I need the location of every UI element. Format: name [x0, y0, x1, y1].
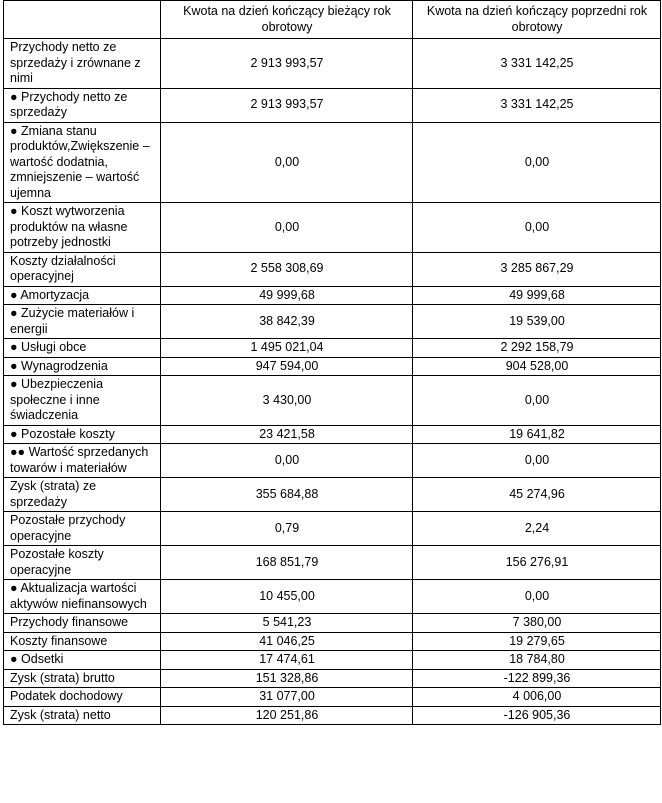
current-year-value: 168 851,79 [161, 546, 413, 580]
table-row [4, 376, 661, 426]
table-row [4, 39, 661, 89]
previous-year-value: -126 905,36 [413, 706, 661, 725]
row-label: Zysk (strata) brutto [4, 669, 161, 688]
table-row [4, 632, 661, 651]
header-previous-year: Kwota na dzień kończący poprzedni rok obrotowy [413, 1, 661, 39]
table-body [4, 39, 661, 725]
current-year-value: 0,00 [161, 444, 413, 478]
previous-year-value: 156 276,91 [413, 546, 661, 580]
table-row [4, 614, 661, 633]
row-label: ● Wynagrodzenia [4, 357, 161, 376]
current-year-value: 38 842,39 [161, 305, 413, 339]
row-label: Podatek dochodowy [4, 688, 161, 707]
table-row [4, 478, 661, 512]
row-label: Przychody finansowe [4, 614, 161, 633]
previous-year-value: 904 528,00 [413, 357, 661, 376]
table-row [4, 252, 661, 286]
previous-year-value: 49 999,68 [413, 286, 661, 305]
previous-year-value: 19 641,82 [413, 425, 661, 444]
current-year-value: 5 541,23 [161, 614, 413, 633]
current-year-value: 2 913 993,57 [161, 39, 413, 89]
row-label: ● Zmiana stanu produktów,Zwiększenie – wartość dodatnia, zmniejszenie – wartość ujemna [4, 122, 161, 203]
table-row [4, 651, 661, 670]
previous-year-value: 0,00 [413, 122, 661, 203]
row-label: ● Przychody netto ze sprzedaży [4, 88, 161, 122]
current-year-value: 947 594,00 [161, 357, 413, 376]
previous-year-value: 45 274,96 [413, 478, 661, 512]
current-year-value: 0,79 [161, 512, 413, 546]
header-label-cell [4, 1, 161, 39]
row-label: ● Aktualizacja wartości aktywów niefinansowych [4, 580, 161, 614]
current-year-value: 1 495 021,04 [161, 339, 413, 358]
header-current-year: Kwota na dzień kończący bieżący rok obrotowy [161, 1, 413, 39]
table-row [4, 339, 661, 358]
table-row [4, 122, 661, 203]
previous-year-value: 3 285 867,29 [413, 252, 661, 286]
current-year-value: 49 999,68 [161, 286, 413, 305]
current-year-value: 151 328,86 [161, 669, 413, 688]
current-year-value: 23 421,58 [161, 425, 413, 444]
row-label: Zysk (strata) ze sprzedaży [4, 478, 161, 512]
row-label: ● Koszt wytworzenia produktów na własne potrzeby jednostki [4, 203, 161, 253]
current-year-value: 17 474,61 [161, 651, 413, 670]
previous-year-value: 4 006,00 [413, 688, 661, 707]
current-year-value: 10 455,00 [161, 580, 413, 614]
row-label: ● Amortyzacja [4, 286, 161, 305]
table-header-row [4, 1, 661, 39]
table-row [4, 203, 661, 253]
table-row [4, 286, 661, 305]
row-label: Koszty finansowe [4, 632, 161, 651]
row-label: ● Odsetki [4, 651, 161, 670]
row-label: Koszty działalności operacyjnej [4, 252, 161, 286]
table-row [4, 546, 661, 580]
previous-year-value: 0,00 [413, 203, 661, 253]
row-label: ● Usługi obce [4, 339, 161, 358]
previous-year-value: 19 539,00 [413, 305, 661, 339]
previous-year-value: 3 331 142,25 [413, 88, 661, 122]
table-row [4, 444, 661, 478]
row-label: ●● Wartość sprzedanych towarów i materiałów [4, 444, 161, 478]
current-year-value: 41 046,25 [161, 632, 413, 651]
previous-year-value: 0,00 [413, 444, 661, 478]
table-row [4, 512, 661, 546]
previous-year-value: 19 279,65 [413, 632, 661, 651]
current-year-value: 355 684,88 [161, 478, 413, 512]
row-label: Zysk (strata) netto [4, 706, 161, 725]
table-row [4, 706, 661, 725]
row-label: Pozostałe koszty operacyjne [4, 546, 161, 580]
previous-year-value: 2,24 [413, 512, 661, 546]
table-row [4, 88, 661, 122]
previous-year-value: 3 331 142,25 [413, 39, 661, 89]
current-year-value: 120 251,86 [161, 706, 413, 725]
previous-year-value: 18 784,80 [413, 651, 661, 670]
table-row [4, 669, 661, 688]
current-year-value: 2 558 308,69 [161, 252, 413, 286]
row-label: ● Pozostałe koszty [4, 425, 161, 444]
previous-year-value: 7 380,00 [413, 614, 661, 633]
row-label: ● Ubezpieczenia społeczne i inne świadczenia [4, 376, 161, 426]
table-row [4, 580, 661, 614]
current-year-value: 31 077,00 [161, 688, 413, 707]
table-row [4, 425, 661, 444]
financial-statement-table [3, 0, 661, 725]
current-year-value: 0,00 [161, 203, 413, 253]
table-row [4, 357, 661, 376]
row-label: Przychody netto ze sprzedaży i zrównane z nimi [4, 39, 161, 89]
row-label: Pozostałe przychody operacyjne [4, 512, 161, 546]
table-row [4, 688, 661, 707]
previous-year-value: 2 292 158,79 [413, 339, 661, 358]
previous-year-value: -122 899,36 [413, 669, 661, 688]
previous-year-value: 0,00 [413, 376, 661, 426]
row-label: ● Zużycie materiałów i energii [4, 305, 161, 339]
table-row [4, 305, 661, 339]
current-year-value: 0,00 [161, 122, 413, 203]
current-year-value: 3 430,00 [161, 376, 413, 426]
previous-year-value: 0,00 [413, 580, 661, 614]
current-year-value: 2 913 993,57 [161, 88, 413, 122]
